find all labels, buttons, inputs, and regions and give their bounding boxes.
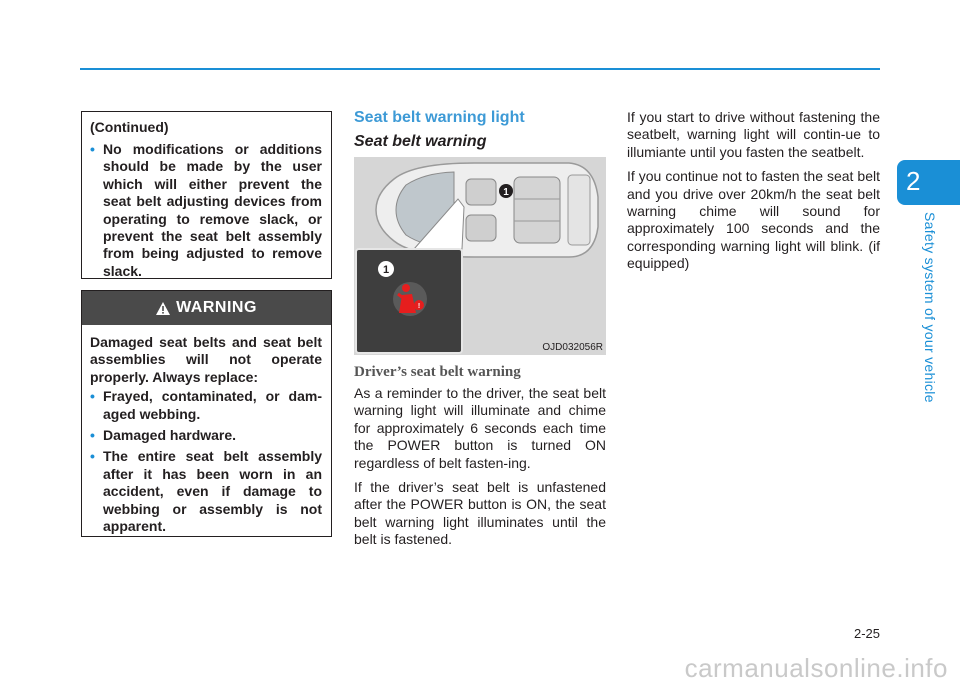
chapter-title: Safety system of your vehicle bbox=[922, 212, 938, 403]
column-three-text bbox=[627, 109, 880, 280]
figure-code: OJD032056R bbox=[542, 342, 603, 353]
paragraph: If you continue not to fasten the seat belt and you drive over 20km/h the seat belt warning chime will sound for approximately 100 seconds and the corresponding warning light will blink. (if equipped) bbox=[627, 168, 880, 272]
list-item bbox=[90, 388, 322, 423]
top-rule bbox=[80, 68, 880, 70]
page-number: 2-25 bbox=[853, 626, 880, 641]
warning-body bbox=[82, 325, 331, 535]
bullet-text: No modifications or additions should be made by the user which will either prevent the seat belt adjusting devices from operating to remove slack, or prevent the seat belt assembly from being adjusted to remove slack. bbox=[103, 141, 322, 279]
warning-box bbox=[81, 290, 332, 537]
bullet-icon: • bbox=[90, 448, 95, 465]
warning-triangle-icon bbox=[156, 302, 170, 315]
svg-text:1: 1 bbox=[382, 264, 390, 276]
svg-text:1: 1 bbox=[503, 187, 509, 198]
bullet-icon: • bbox=[90, 141, 95, 157]
section-title: Seat belt warning light bbox=[354, 109, 525, 126]
chapter-number: 2 bbox=[906, 166, 921, 196]
continued-list bbox=[90, 141, 322, 280]
continued-label: (Continued) bbox=[90, 119, 169, 135]
section-subtitle: Seat belt warning bbox=[354, 133, 487, 150]
continued-box bbox=[81, 111, 332, 279]
warning-intro: Damaged seat belts and seat belt assemblies will not operate properly. Always replace: bbox=[90, 334, 322, 385]
car-interior-icon bbox=[354, 157, 606, 355]
bullet-text: Frayed, contaminated, or dam-aged webbing. bbox=[103, 388, 322, 422]
svg-text:!: ! bbox=[417, 303, 421, 310]
warning-list bbox=[90, 388, 322, 535]
car-illustration bbox=[354, 157, 606, 355]
column-two-text bbox=[354, 385, 606, 556]
list-item bbox=[90, 448, 322, 535]
list-item bbox=[90, 427, 322, 444]
warning-header bbox=[82, 291, 331, 325]
paragraph: As a reminder to the driver, the seat belt warning light will illuminate and chime for approximately 6 seconds each time the POWER button is turned ON regardless of belt fasten-ing. bbox=[354, 385, 606, 471]
paragraph: If you start to drive without fastening the seatbelt, warning light will contin-ue to illumiante until you fasten the seatbelt. bbox=[627, 109, 880, 160]
paragraph: If the driver’s seat belt is unfastened after the POWER button is ON, the seat belt warning light illuminates until the belt is fastened. bbox=[354, 479, 606, 548]
bullet-icon: • bbox=[90, 388, 95, 405]
bullet-text: The entire seat belt assembly after it has been worn in an accident, even if damage to webbing or assembly is not apparent. bbox=[103, 448, 322, 535]
bullet-text: Damaged hardware. bbox=[103, 427, 237, 444]
list-item bbox=[90, 141, 322, 280]
warning-heading: WARNING bbox=[176, 299, 257, 316]
watermark: carmanualsonline.info bbox=[684, 653, 948, 683]
driver-heading: Driver’s seat belt warning bbox=[354, 364, 521, 380]
bullet-icon: • bbox=[90, 427, 95, 444]
